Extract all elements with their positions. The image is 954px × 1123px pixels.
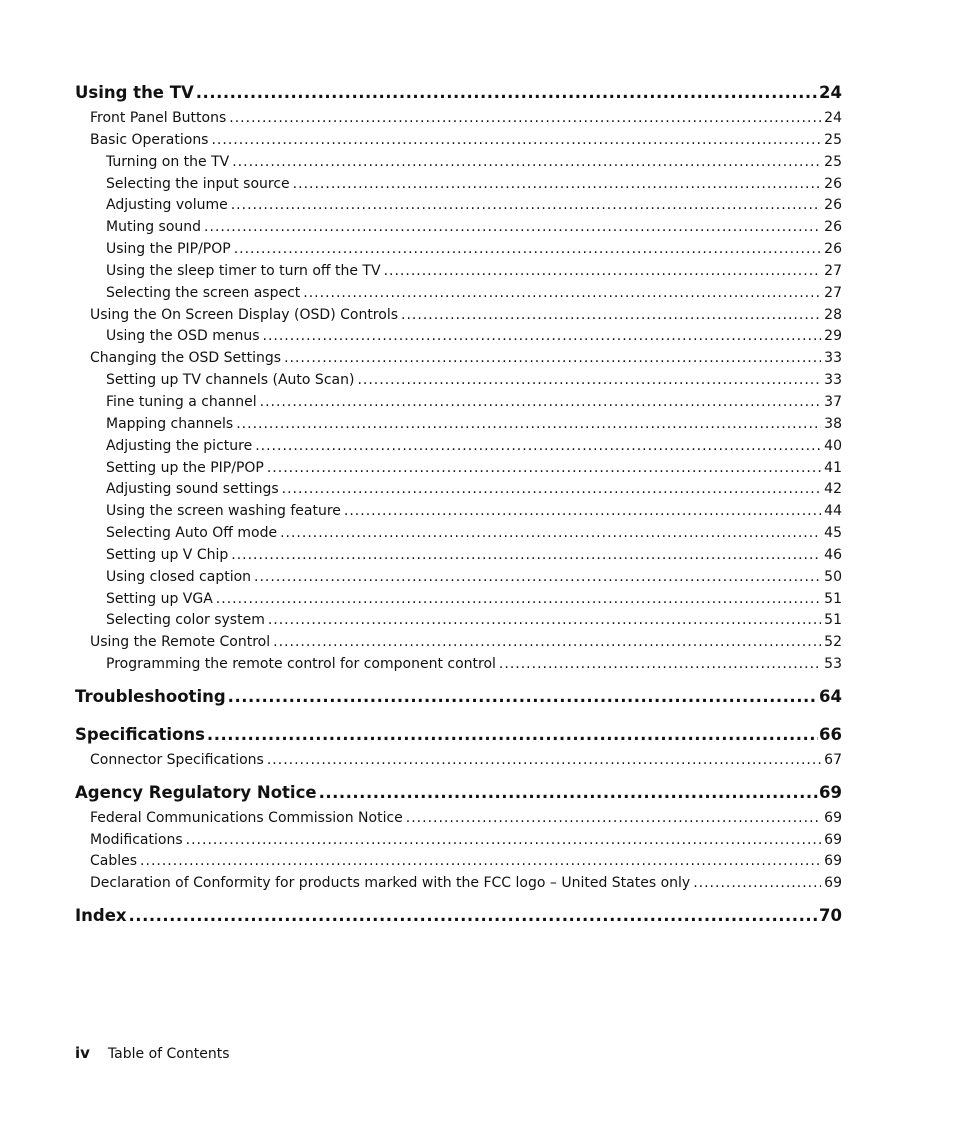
toc-subsubentry-page: 29 [824, 328, 842, 345]
toc-subentry[interactable] [75, 348, 842, 370]
toc-subsubentry-page: 26 [824, 175, 842, 192]
toc-subentry-page: 69 [824, 853, 842, 870]
toc-subentry-page: 69 [824, 831, 842, 848]
toc-subentry[interactable] [75, 750, 842, 772]
toc-subsubentry-title: Mapping channels [106, 415, 234, 432]
toc-subsubentry-page: 27 [824, 262, 842, 279]
dot-leader [319, 781, 818, 805]
toc-subentry[interactable] [75, 632, 842, 654]
toc-section-page: 64 [819, 686, 842, 706]
dot-leader [282, 479, 822, 501]
toc-subsubentry-page: 44 [824, 503, 842, 520]
toc-section[interactable] [75, 781, 842, 805]
toc-subsubentry[interactable] [75, 174, 842, 196]
toc-subsubentry[interactable] [75, 545, 842, 567]
toc-subentry[interactable] [75, 305, 842, 327]
dot-leader [267, 750, 821, 772]
dot-leader [267, 458, 821, 480]
toc-subsubentry-title: Using closed caption [106, 568, 252, 585]
toc-subentry-page: 33 [824, 350, 842, 367]
dot-leader [401, 305, 821, 327]
toc-subsubentry-title: Selecting the input source [106, 175, 290, 192]
dot-leader [293, 174, 822, 196]
dot-leader [357, 370, 821, 392]
toc-subsubentry-title: Programming the remote control for component control [106, 656, 496, 673]
toc-subentry-page: 69 [824, 875, 842, 892]
toc-subentry[interactable] [75, 130, 842, 152]
toc-section-page: 69 [819, 782, 842, 802]
toc-subsubentry-title: Setting up TV channels (Auto Scan) [106, 372, 355, 389]
toc-subsubentry-title: Adjusting sound settings [106, 481, 279, 498]
toc-subsubentry-page: 25 [824, 153, 842, 170]
toc-subsubentry[interactable] [75, 195, 842, 217]
toc-subentry-title: Changing the OSD Settings [90, 350, 282, 367]
dot-leader [140, 851, 821, 873]
toc-subsubentry-page: 42 [824, 481, 842, 498]
toc-subentry-page: 52 [824, 634, 842, 651]
toc-subsubentry-page: 45 [824, 525, 842, 542]
toc-subsubentry-page: 41 [824, 459, 842, 476]
dot-leader [303, 283, 821, 305]
toc-subsubentry-page: 26 [824, 241, 842, 258]
dot-leader [406, 808, 821, 830]
dot-leader [129, 904, 819, 928]
toc-subsubentry[interactable] [75, 392, 842, 414]
table-of-contents [75, 81, 842, 928]
toc-subsubentry-page: 33 [824, 372, 842, 389]
dot-leader [211, 130, 821, 152]
dot-leader [384, 261, 822, 283]
toc-subsubentry[interactable] [75, 152, 842, 174]
toc-subentry-title: Modifications [90, 831, 183, 848]
dot-leader [228, 685, 818, 709]
toc-section-title: Index [75, 906, 127, 926]
toc-subsubentry[interactable] [75, 283, 842, 305]
dot-leader [344, 501, 821, 523]
toc-subentry-title: Front Panel Buttons [90, 110, 227, 126]
dot-leader [231, 195, 821, 217]
toc-subsubentry-title: Adjusting the picture [106, 437, 253, 454]
toc-subentry-page: 67 [824, 751, 842, 768]
dot-leader [234, 239, 821, 261]
toc-subentry-title: Federal Communications Commission Notice [90, 809, 403, 826]
toc-subsubentry-title: Using the screen washing feature [106, 503, 341, 520]
toc-section-title: Specifications [75, 724, 205, 744]
toc-subsubentry-page: 26 [824, 197, 842, 214]
toc-subsubentry[interactable] [75, 436, 842, 458]
toc-subentry[interactable] [75, 851, 842, 873]
toc-subentry-title: Using the Remote Control [90, 634, 271, 651]
toc-section-page: 24 [819, 83, 842, 102]
toc-subsubentry-title: Muting sound [106, 219, 202, 236]
toc-subsubentry-title: Using the OSD menus [106, 328, 260, 345]
toc-subentry[interactable] [75, 873, 842, 895]
toc-subentry[interactable] [75, 808, 842, 830]
footer-label: Table of Contents [107, 1046, 230, 1062]
dot-leader [236, 414, 821, 436]
toc-subsubentry[interactable] [75, 326, 842, 348]
dot-leader [254, 567, 821, 589]
toc-subentry-page: 25 [824, 131, 842, 148]
toc-subentry[interactable] [75, 108, 842, 130]
dot-leader [263, 326, 822, 348]
toc-subsubentry-title: Fine tuning a channel [106, 393, 257, 410]
toc-section-title: Using the TV [75, 83, 194, 102]
dot-leader [196, 81, 818, 105]
toc-subentry-page: 69 [824, 809, 842, 826]
toc-subentry-title: Basic Operations [90, 131, 209, 148]
dot-leader [284, 348, 821, 370]
dot-leader [499, 654, 821, 676]
toc-subsubentry[interactable] [75, 261, 842, 283]
toc-subsubentry-title: Using the PIP/POP [106, 241, 231, 258]
toc-section[interactable] [75, 685, 842, 709]
toc-subentry-title: Declaration of Conformity for products marked with the FCC logo – United States only [90, 875, 691, 892]
toc-subsubentry-title: Turning on the TV [106, 153, 230, 170]
toc-subsubentry[interactable] [75, 479, 842, 501]
toc-subentry[interactable] [75, 830, 842, 852]
toc-subentry-title: Cables [90, 853, 138, 870]
toc-subentry-title: Connector Specifications [90, 751, 264, 768]
toc-subsubentry-page: 50 [824, 568, 842, 585]
toc-section[interactable] [75, 81, 842, 105]
toc-subsubentry-title: Selecting color system [106, 612, 265, 629]
dot-leader [260, 392, 822, 414]
toc-subsubentry-title: Selecting the screen aspect [106, 284, 301, 301]
dot-leader [273, 632, 821, 654]
toc-subsubentry[interactable] [75, 654, 842, 676]
toc-subentry-title: Using the On Screen Display (OSD) Controls [90, 306, 399, 323]
toc-subsubentry-page: 37 [824, 393, 842, 410]
toc-section[interactable] [75, 904, 842, 928]
toc-subentry-page: 24 [824, 110, 842, 126]
toc-subsubentry[interactable] [75, 458, 842, 480]
dot-leader [204, 217, 821, 239]
dot-leader [229, 108, 821, 130]
toc-subsubentry[interactable] [75, 239, 842, 261]
dot-leader [207, 723, 818, 747]
page-footer [75, 1044, 230, 1062]
toc-subsubentry[interactable] [75, 523, 842, 545]
toc-subsubentry-page: 26 [824, 219, 842, 236]
toc-subsubentry-title: Setting up V Chip [106, 546, 229, 563]
toc-subsubentry[interactable] [75, 567, 842, 589]
toc-subsubentry-title: Using the sleep timer to turn off the TV [106, 262, 381, 279]
toc-subsubentry-page: 38 [824, 415, 842, 432]
dot-leader [693, 873, 821, 895]
dot-leader [231, 545, 821, 567]
toc-subsubentry[interactable] [75, 370, 842, 392]
toc-subsubentry[interactable] [75, 589, 842, 611]
toc-subsubentry-page: 51 [824, 612, 842, 629]
toc-subsubentry-title: Adjusting volume [106, 197, 228, 214]
toc-subsubentry-page: 51 [824, 590, 842, 607]
toc-section[interactable] [75, 723, 842, 747]
toc-section-title: Troubleshooting [75, 686, 226, 706]
toc-subsubentry-page: 27 [824, 284, 842, 301]
dot-leader [216, 589, 821, 611]
dot-leader [268, 610, 821, 632]
dot-leader [255, 436, 821, 458]
toc-subsubentry[interactable] [75, 501, 842, 523]
toc-subsubentry-page: 53 [824, 656, 842, 673]
toc-subsubentry[interactable] [75, 217, 842, 239]
toc-subsubentry[interactable] [75, 414, 842, 436]
dot-leader [280, 523, 821, 545]
toc-section-page: 70 [819, 906, 842, 926]
toc-subsubentry-title: Setting up VGA [106, 590, 213, 607]
toc-subsubentry-title: Selecting Auto Off mode [106, 525, 278, 542]
toc-subsubentry-title: Setting up the PIP/POP [106, 459, 264, 476]
toc-subentry-page: 28 [824, 306, 842, 323]
toc-section-title: Agency Regulatory Notice [75, 782, 317, 802]
dot-leader [232, 152, 821, 174]
toc-subsubentry-page: 46 [824, 546, 842, 563]
footer-page-number: iv [75, 1044, 90, 1062]
toc-subsubentry-page: 40 [824, 437, 842, 454]
dot-leader [186, 830, 822, 852]
toc-section-page: 66 [819, 724, 842, 744]
toc-subsubentry[interactable] [75, 610, 842, 632]
